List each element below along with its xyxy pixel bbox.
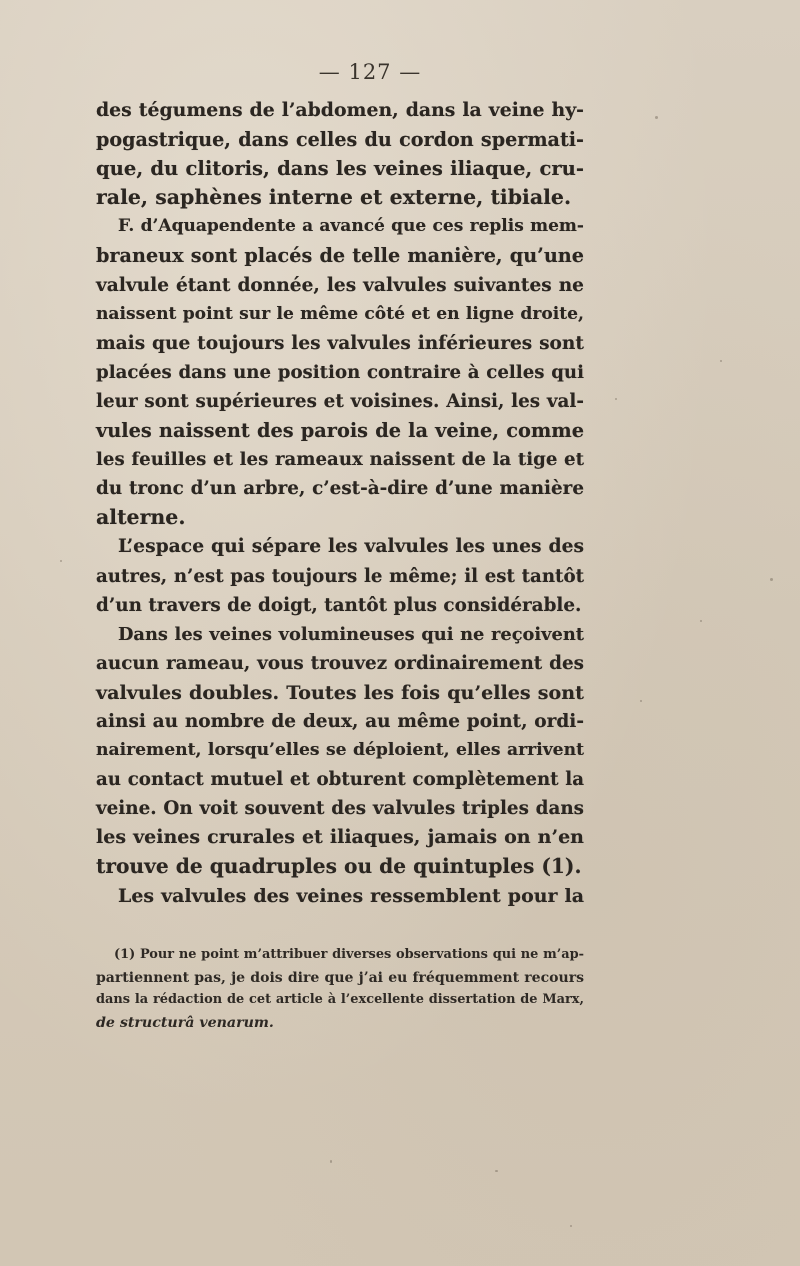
text-line: que, du clitoris, dans les veines iliaque, cru- bbox=[96, 157, 584, 181]
text-line: F. d’Aquapendente a avancé que ces replis mem- bbox=[118, 216, 584, 237]
footnote bbox=[96, 944, 584, 1034]
text-line: nairement, lorsqu’elles se déploient, elles arrivent bbox=[96, 740, 584, 761]
text-line: des tégumens de l’abdomen, dans la veine hy- bbox=[96, 99, 584, 121]
text-line: naissent point sur le même côté et en ligne droite, bbox=[96, 303, 584, 324]
text-line: ainsi au nombre de deux, au même point, ordi- bbox=[96, 710, 584, 732]
text-line: leur sont supérieures et voisines. Ainsi, les val- bbox=[96, 390, 584, 412]
text-line: vules naissent des parois de la veine, comme bbox=[96, 419, 584, 443]
paper-speck bbox=[640, 700, 642, 702]
text-line: les veines crurales et iliaques, jamais on n’en bbox=[96, 826, 584, 849]
paper-speck bbox=[655, 116, 658, 119]
text-line: pogastrique, dans celles du cordon spermati- bbox=[96, 128, 584, 152]
text-line: mais que toujours les valvules inférieures sont bbox=[96, 332, 584, 354]
text-line: veine. On voit souvent des valvules triples dans bbox=[96, 798, 584, 820]
text-line: trouve de quadruples ou de quintuples (1). bbox=[96, 854, 582, 879]
text-line: valvule étant donnée, les valvules suivantes ne bbox=[96, 274, 584, 296]
footnote-line: partiennent pas, je dois dire que j’ai eu fréquemment recours bbox=[96, 969, 584, 986]
paper-speck bbox=[60, 560, 62, 562]
paper-speck bbox=[770, 578, 773, 581]
text-line: braneux sont placés de telle manière, qu’une bbox=[96, 244, 584, 268]
footnote-line: (1) Pour ne point m’attribuer diverses observations qui ne m’ap- bbox=[114, 947, 584, 962]
body-text bbox=[96, 96, 584, 911]
text-line: alterne. bbox=[96, 505, 186, 530]
text-line: du tronc d’un arbre, c’est-à-dire d’une manière bbox=[96, 478, 584, 500]
page-number: — 127 — bbox=[318, 60, 422, 84]
text-line: au contact mutuel et obturent complètement la bbox=[96, 769, 584, 791]
text-line: L’espace qui sépare les valvules les unes des bbox=[118, 535, 584, 558]
text-line: rale, saphènes interne et externe, tibiale. bbox=[96, 185, 572, 210]
paper-speck bbox=[570, 1225, 572, 1227]
paper-speck bbox=[330, 1160, 332, 1163]
text-line: autres, n’est pas toujours le même; il est tantôt bbox=[96, 565, 584, 587]
paper-speck bbox=[615, 398, 617, 400]
text-line: valvules doubles. Toutes les fois qu’elles sont bbox=[96, 680, 584, 704]
text-line: d’un travers de doigt, tantôt plus considérable. bbox=[96, 594, 582, 616]
paper-speck bbox=[700, 620, 702, 622]
footnote-line: de structurâ venarum. bbox=[96, 1014, 274, 1031]
text-line: Les valvules des veines ressemblent pour la bbox=[118, 884, 584, 907]
text-line: Dans les veines volumineuses qui ne reçoivent bbox=[118, 623, 584, 645]
paper-speck bbox=[495, 1170, 498, 1172]
text-line: les feuilles et les rameaux naissent de la tige et bbox=[96, 449, 584, 471]
paper-speck bbox=[720, 360, 722, 362]
footnote-line: dans la rédaction de cet article à l’excellente dissertation de Marx, bbox=[96, 992, 584, 1007]
text-line: aucun rameau, vous trouvez ordinairement des bbox=[96, 652, 584, 674]
text-line: placées dans une position contraire à celles qui bbox=[96, 361, 584, 383]
